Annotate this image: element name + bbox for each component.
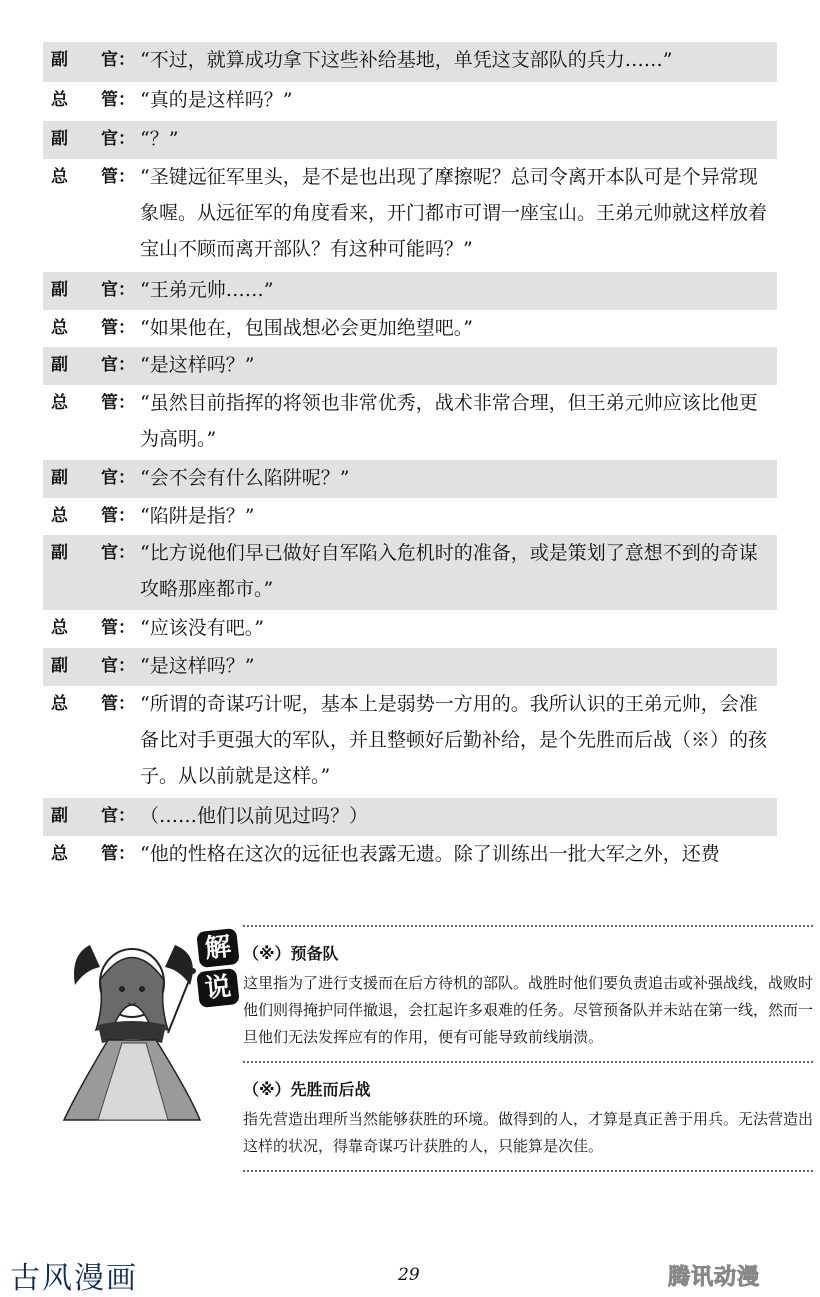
dialogue-row <box>43 798 777 836</box>
speaker-label: 总 管： <box>51 318 135 338</box>
speaker-label: 总 管： <box>51 167 135 187</box>
dialogue-text: “陷阱是指？” <box>140 505 255 527</box>
note-item <box>243 1063 813 1170</box>
speaker-label: 副 官： <box>51 280 135 300</box>
dialogue-row <box>43 610 777 648</box>
speaker-label: 副 官： <box>51 355 135 375</box>
dialogue-row <box>43 159 777 272</box>
dialogue-list <box>43 42 777 874</box>
commentary-badge <box>198 930 244 1010</box>
note-body: 指先营造出理所当然能够获胜的环境。做得到的人，才算是真正善于用兵。无法营造出这样的状况，得靠奇谋巧计获胜的人，只能算是次佳。 <box>243 1110 814 1155</box>
speaker-label: 副 官： <box>51 50 135 70</box>
dialogue-row <box>43 460 777 498</box>
speaker-label: 总 管： <box>51 618 135 638</box>
dialogue-row <box>43 836 777 874</box>
page-number: 29 <box>398 1265 420 1285</box>
dialogue-text: “圣键远征军里头，是不是也出现了摩擦呢？总司令离开本队可是个异常现象喔。从远征军的角度看来，开门都市可谓一座宝山。王弟元帅就这样放着宝山不顾而离开部队？有这种可能吗？” <box>140 166 768 260</box>
dialogue-row <box>43 82 777 121</box>
dialogue-text: “如果他在，包围战想必会更加绝望吧。” <box>140 317 473 339</box>
dialogue-row <box>43 310 777 347</box>
dialogue-row <box>43 42 777 82</box>
dialogue-row <box>43 686 777 798</box>
dialogue-text: “是这样吗？” <box>140 354 255 376</box>
site-logo-text: 古风漫画 <box>10 1261 138 1296</box>
dialogue-text: “真的是这样吗？” <box>140 89 293 111</box>
dialogue-text: “所谓的奇谋巧计呢，基本上是弱势一方用的。我所认识的王弟元帅，会准备比对手更强大的军队，并且整顿好后勤补给，是个先胜而后战（※）的孩子。从以前就是这样。” <box>140 693 768 787</box>
badge-char: 解 <box>196 928 240 968</box>
watermark: 腾讯动漫 <box>668 1265 761 1290</box>
dialogue-text: “不过，就算成功拿下这些补给基地，单凭这支部队的兵力……” <box>140 49 673 71</box>
note-title: （※）预备队 <box>243 944 339 963</box>
note-item <box>243 927 813 1061</box>
dialogue-text: “王弟元帅……” <box>140 279 274 301</box>
speaker-label: 副 官： <box>51 656 135 676</box>
dialogue-row <box>43 535 777 610</box>
speaker-label: 总 管： <box>51 90 135 110</box>
dialogue-row <box>43 498 777 535</box>
speaker-label: 总 管： <box>51 506 135 526</box>
dialogue-row <box>43 648 777 686</box>
dialogue-text: “应该没有吧。” <box>140 617 264 639</box>
notes-list <box>243 925 813 1172</box>
dialogue-row <box>43 121 777 159</box>
dialogue-row <box>43 385 777 460</box>
speaker-label: 总 管： <box>51 694 135 714</box>
speaker-label: 副 官： <box>51 806 135 826</box>
speaker-label: 副 官： <box>51 468 135 488</box>
speaker-label: 总 管： <box>51 393 135 413</box>
badge-char: 说 <box>196 968 240 1008</box>
speaker-label: 副 官： <box>51 543 135 563</box>
dialogue-row <box>43 347 777 385</box>
dialogue-text: “虽然目前指挥的将领也非常优秀，战术非常合理，但王弟元帅应该比他更为高明。” <box>140 392 758 450</box>
commentary-section <box>50 925 814 1245</box>
dialogue-row <box>43 272 777 310</box>
dialogue-text: “？” <box>140 128 179 150</box>
dialogue-text: “比方说他们早已做好自军陷入危机时的准备，或是策划了意想不到的奇谋攻略那座都市。” <box>140 542 758 600</box>
note-body: 这里指为了进行支援而在后方待机的部队。战胜时他们要负责追击或补强战线，战败时他们则得掩护同伴撤退，会扛起许多艰难的任务。尽管预备队并未站在第一线，然而一旦他们无法发挥应有的作用，便有可能导致前线崩溃。 <box>243 974 814 1046</box>
speaker-label: 总 管： <box>51 844 135 864</box>
dialogue-text: “会不会有什么陷阱呢？” <box>140 467 350 489</box>
note-title: （※）先胜而后战 <box>243 1080 371 1099</box>
dialogue-text: （……他们以前见过吗？） <box>140 805 369 827</box>
divider <box>243 1170 813 1172</box>
speaker-label: 副 官： <box>51 129 135 149</box>
dialogue-text: “是这样吗？” <box>140 655 255 677</box>
dialogue-text: “他的性格在这次的远征也表露无遗。除了训练出一批大军之外，还费 <box>140 843 720 865</box>
